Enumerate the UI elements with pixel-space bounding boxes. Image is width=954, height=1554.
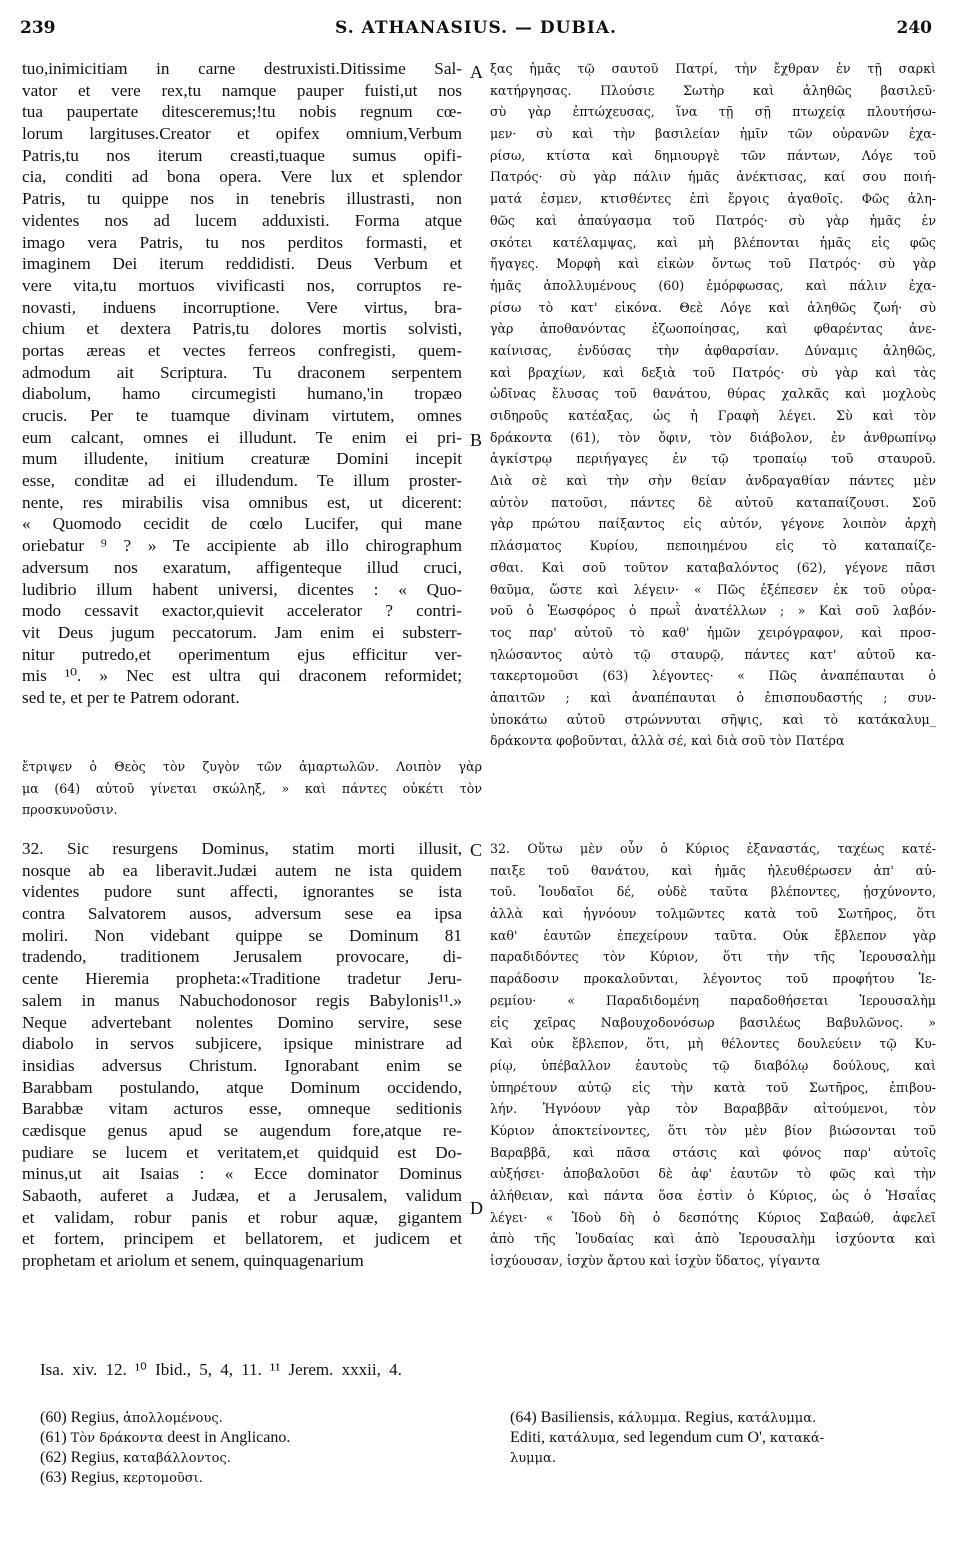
greek-text-line: τος παρ' αὐτοῦ τὸ καθ' ἡμῶν χειρόγραφον, καὶ προσ- (490, 624, 936, 640)
margin-marker-a: A (470, 62, 483, 82)
latin-text-line: adversum nos exaratum, affigenteque illud cruci, (22, 557, 462, 577)
latin-column-upper (22, 58, 462, 709)
greek-text-line: ἤγαγες. Μορφὴ καὶ εἰκὼν ὄντως τοῦ Πατρός· σὺ γὰρ (490, 256, 936, 272)
greek-text-line: λήν. Ἠγνόουν γὰρ τὸν Βαραββᾶν αἰτούμενοι, τὸν (490, 1101, 936, 1117)
greek-text-line: θαῦμα, ὥστε καὶ λέγειν· « Πῶς ἐξέπεσεν ἐκ τοῦ οὐρα- (490, 581, 936, 597)
latin-text-line: chium et dextera Patris,tu dolores mortis solvisti, (22, 319, 462, 339)
latin-text-line: imago vera Patris, tu nos perditos formasti, et (22, 232, 462, 252)
greek-text-line: παράδοσιν προκαλοῦνται, λέγοντος τοῦ προφήτου Ἱε- (490, 971, 936, 987)
latin-text-line: cia, conditi ad bona opera. Vere lux et splendor (22, 167, 462, 187)
margin-marker-b: B (470, 430, 483, 450)
latin-text-line: Patris,tu nos iterum creasti,tuaque sumus opifi- (22, 145, 462, 165)
latin-text-line: salem in manus Nabuchodonosor regis Babylonis¹¹.» (22, 990, 462, 1010)
latin-text-line: modo cessavit exactor,quievit accelerator ? contri- (22, 601, 462, 621)
greek-text-line: ρίῳ, ὑπέβαλλον ἑαυτοὺς τῷ διαβόλῳ δούλους, καὶ (490, 1057, 936, 1073)
greek-text-line: πλάσματος Κυρίου, πεποιημένου εἰς τὸ καταπαίζε- (490, 538, 936, 554)
latin-text-line: mum illudente, initium creaturæ Domini incepit (22, 449, 462, 469)
footnote-greek: λυμμα. (510, 1451, 556, 1466)
latin-text-line: prophetam et ariolum et senem, quinquagenarium (22, 1251, 364, 1271)
latin-text-line: Sabaoth, auferet a Judæa, et a Jerusalem, validum (22, 1186, 462, 1205)
greek-text-line: σιδηροῦς κατέαξας, ὡς ἡ Γραφὴ λέγει. Σὺ καὶ τὸν (490, 408, 936, 423)
latin-text-line: mis ¹⁰. » Nec est ultra qui draconem reformidet; (22, 666, 462, 686)
latin-text-line: videntes nos ad lucem adduxisti. Forma atque (22, 210, 462, 230)
greek-text-line: δράκοντα (61), τὸν ὄφιν, τὸν διάβολον, ἐν ἀνθρωπίνῳ (490, 429, 936, 445)
greek-text-line: δράκοντα φοβοῦνται, ἀλλὰ σέ, καὶ διὰ σοῦ τὸν Πατέρα (490, 733, 845, 749)
latin-text-line: tradendo, traditionem Jerusalem provocare, di- (22, 947, 462, 967)
footnote-greek: καταβάλλοντος. (123, 1451, 231, 1466)
greek-text-line: ὑπηρέτουν αὐτῷ εἰς τὴν κατὰ τοῦ Σωτῆρος, ἐπιβου- (490, 1079, 936, 1095)
greek-text-line: νοῦ ὁ Ἑωσφόρος ὁ πρωῒ ἀνατέλλων ; » Καὶ σοῦ λαβόν- (490, 603, 936, 619)
greek-text-line: ὑποκάτω αὐτοῦ στρώννυται σῆψις, καὶ τὸ κατάκαλυμ_ (490, 711, 936, 727)
footnote-greek: κερτομοῦσι. (123, 1471, 203, 1486)
greek-text-line: Πατρός· σὺ γὰρ πάλιν ἡμᾶς ἀνέκτισας, καί σου ποιή- (490, 169, 936, 185)
scripture-references: Isa. xiv. 12. ¹⁰ Ibid., 5, 4, 11. ¹¹ Jerem. xxxii, 4. (40, 1360, 402, 1379)
latin-column-section-32 (22, 838, 462, 1272)
latin-text-line: nente, res mirabilis visa omnibus est, ut dicerent: (22, 492, 462, 512)
greek-text-line: καὶ βραχίων, καὶ δεξιὰ τοῦ Πατρός· σὺ γὰρ καὶ τὰς (490, 364, 936, 380)
latin-text-line: ludibrio illum habent universi, dicentes : « Quo- (22, 579, 462, 599)
greek-text-line: Βαραββᾶ, καὶ πᾶσα στάσις καὶ φόνος παρ' αὐτοῖς (490, 1144, 936, 1160)
greek-text-line: ἀπὸ τῆς Ἰουδαίας καὶ ἀπὸ Ἱερουσαλὴμ ἰσχύοντα καὶ (490, 1231, 936, 1247)
latin-text-line: pudiare se lucem et veritatem,et quidquid est Do- (22, 1142, 462, 1162)
greek-text-line: παραδιδόντες τὸν Κύριον, ὅτι τὴν τῆς Ἱερουσαλὴμ (490, 949, 936, 965)
greek-text-line: αὐξήσει· ἀποβαλοῦσι δὲ ἀφ' ἑαυτῶν τὸ φῶς καὶ τὴν (490, 1166, 936, 1182)
latin-text-line: lorum largituses.Creator et opifex omnium,Verbum (22, 124, 462, 144)
greek-text-line: αὐτὸν πατοῦσι, πάντες δὲ αὐτοῦ καταπαίζουσι. Σοῦ (490, 494, 936, 510)
greek-text-line: σθαι. Καὶ σοῦ τοῦτον καταβαλόντος (62), γέγονε πᾶσι (490, 559, 936, 575)
greek-text-line: μεν· σὺ καὶ τὴν βασιλείαν ἡμῖν τῶν οὐρανῶν ἐχα- (490, 126, 936, 142)
greek-column-section-32 (490, 838, 936, 1272)
footnote-text: Editi, (510, 1429, 550, 1446)
greek-text-line: ματά ἐσμεν, κτισθέντες ἐπὶ ἔργοις ἀγαθοῖς. Φῶς ἀλη- (490, 191, 936, 207)
greek-text-line: ἀλήθειαν, καὶ πάντα ὅσα ἐστὶν ὁ Κύριος, ὡς ὁ Ἡσαΐας (490, 1188, 936, 1203)
footnote-text: deest in Anglicano. (163, 1429, 291, 1446)
footnote (40, 1468, 470, 1488)
running-title: S. ATHANASIUS. — DUBIA. (335, 18, 617, 38)
latin-text-line: sed te, et per te Patrem odorant. (22, 687, 240, 707)
footnote-text: sed legendum cum O', (619, 1429, 770, 1446)
footnote (510, 1448, 935, 1468)
latin-text-line: esse, conditæ ad ei illudendum. Te illum proster- (22, 471, 462, 491)
latin-text-line: « Quomodo cecidit de cœlo Lucifer, qui mane (22, 514, 462, 534)
page-header (20, 18, 932, 44)
footnote-greek: ἀπολλομένους. (123, 1411, 223, 1426)
greek-text-line: 32. Οὕτω μὲν οὖν ὁ Κύριος ἐξαναστάς, ταχέως κατέ- (490, 841, 936, 856)
greek-text-line: ξας ἡμᾶς τῷ σαυτοῦ Πατρί, τὴν ἔχθραν ἐν τῇ σαρκὶ (490, 61, 936, 76)
greek-continuation-line: προσκυνοῦσιν. (22, 802, 118, 818)
greek-text-line: Διὰ σὲ καὶ τὴν σὴν θείαν ἀνδραγαθίαν πάντες μὲν (490, 473, 936, 489)
page-number-left: 239 (20, 18, 56, 38)
footnotes-right (510, 1408, 935, 1468)
greek-text-line: καίνισας, ἐνδύσας τὴν ἀφθαρσίαν. Δύναμις ἀληθῶς, (490, 342, 936, 358)
latin-text-line: minus,ut ait Isaias : « Ecce dominator Dominus (22, 1164, 462, 1184)
greek-text-line: γὰρ πρώτου παίξαντος εἰς αὐτόν, γέγονε λοιπὸν ἀρχὴ (490, 516, 936, 532)
greek-text-line: γὰρ ἀποθανόντας ἐζωοποίησας, καὶ φθαρέντας ἀνε- (490, 321, 936, 337)
latin-text-line: et validam, robur panis et robur aquæ, gigantem (22, 1207, 462, 1227)
latin-text-line: novasti, induens incorruptione. Vere virtus, bra- (22, 297, 462, 317)
footnote-text: Regius, (680, 1409, 738, 1426)
latin-text-line: nosque ab ea liberavit.Judæi autem ne ista quidem (22, 860, 462, 880)
latin-text-line: tua paupertate ditesceremus;!tu nobis regnum cœ- (22, 102, 462, 122)
footnote-greek: κάλυμμα. (618, 1411, 681, 1426)
footnote (510, 1408, 935, 1428)
latin-text-line: vator et vere rex,tu namque pauper fuisti,ut nos (22, 80, 462, 100)
latin-text-line: tuo,inimicitiam in carne destruxisti.Ditissime Sal- (22, 59, 462, 78)
latin-text-line: nitur putredo,et operimentum ejus efficitur ver- (22, 644, 462, 664)
greek-text-line: ρίσω, κτίστα καὶ δημιουργὲ τῶν πάντων, Λόγε τοῦ (490, 147, 936, 163)
greek-text-line: ἀπαιτῶν ; καὶ ἀναπέπαυται ὁ ἐπισπουδαστής ; συν- (490, 689, 936, 705)
greek-text-line: λέγει· « Ἰδοὺ δὴ ὁ δεσπότης Κύριος Σαβαώθ, ἀφελεῖ (490, 1209, 936, 1225)
latin-text-line: cente Hieremia propheta:«Traditione tradetur Jeru- (22, 969, 462, 989)
footnote-label: (62) Regius, (40, 1449, 124, 1466)
latin-text-line: eum calcant, omnes ei illudunt. Te enim ei pri- (22, 427, 462, 447)
greek-text-line: ἰσχύουσαν, ἰσχὺν ἄρτου καὶ ἰσχὺν ὕδατος, γίγαντα (490, 1253, 821, 1269)
latin-text-line: admodum ait Scriptura. Tu draconem serpentem (22, 362, 462, 382)
greek-text-line: κατήργησας. Πλούσιε Σωτὴρ καὶ ἀληθῶς βασιλεῦ· (490, 82, 936, 98)
footnote (40, 1408, 470, 1428)
footnote-label: (60) Regius, (40, 1409, 124, 1426)
greek-column-upper (490, 58, 936, 752)
greek-text-line: παιξε τοῦ θανάτου, καὶ ἡμᾶς ἠλευθέρωσεν ἀπ' αὐ- (490, 862, 936, 878)
greek-text-line: Κύριον ἀποκτείνοντες, ὅτι τὸν μὲν βίον βιώσονται τοῦ (490, 1122, 936, 1138)
greek-text-line: σὺ γὰρ ἐπτώχευσας, ἵνα τῇ σῇ πτωχείᾳ πλουτήσω- (490, 104, 936, 120)
footnote-greek: κατάλυμα, (549, 1431, 620, 1446)
latin-text-line: insidias adversus Christum. Ignorabant enim se (22, 1055, 462, 1075)
latin-text-line: et fortem, principem et bellatorem, et judicem et (22, 1229, 462, 1249)
greek-text-line: εἰς χεῖρας Ναβουχοδονόσωρ βασιλέως Βαβυλῶνος. » (490, 1014, 936, 1030)
footnote-greek: κατάλυμμα. (737, 1411, 817, 1426)
footnote (40, 1448, 470, 1468)
latin-text-line: crucis. Per te tuamque divinam virtutem, omnes (22, 406, 462, 425)
footnote-label: (63) Regius, (40, 1469, 124, 1486)
latin-text-line: portas æreas et vectes ferreos confregisti, quem- (22, 340, 462, 360)
latin-text-line: Barabbæ vitam acturos esse, omneque seditionis (22, 1099, 462, 1119)
greek-text-line: καθ' ἑαυτῶν ἐπεχείρουν ταῦτα. Οὐκ ἔβλεπον γὰρ (490, 927, 936, 943)
greek-text-line: τοῦ. Ἰουδαῖοι δέ, οὐδὲ ταῦτα βλέποντες, ᾐσχύνοντο, (490, 884, 936, 900)
latin-text-line: cædisque genus apud se augendum fore,atque re- (22, 1120, 462, 1140)
greek-text-line: τακερτομοῦσι (63) λέγοντες· « Πῶς ἀναπέπαυται ὁ (490, 668, 936, 684)
greek-text-line: ρεμίου· « Παραδιδομένη παραδοθήσεται Ἱερουσαλὴμ (490, 992, 936, 1008)
greek-text-line: ρίσω τὸ κατ' εἰκόνα. Θεὲ Λόγε καὶ ἀληθῶς ζωή· σὺ (490, 299, 936, 315)
greek-continuation (22, 756, 482, 821)
footnotes-left (40, 1408, 470, 1488)
greek-text-line: ὠδῖνας ἔλυσας τοῦ θανάτου, θύρας χαλκᾶς καὶ μοχλοὺς (490, 386, 936, 402)
greek-continuation-line: μα (64) αὐτοῦ γίνεται σκώληξ, » καὶ πάντες οὐκέτι τὸν (22, 780, 482, 796)
greek-text-line: ηλώσαντος αὐτὸ τῷ σταυρῷ, πάντες κατ' αὐτοῦ κα- (490, 646, 936, 662)
footnote-label: (61) (40, 1429, 71, 1446)
footnote-greek: κατακά- (769, 1431, 825, 1446)
footnote (40, 1428, 470, 1448)
footnote-text: (64) Basiliensis, (510, 1409, 618, 1426)
latin-text-line: moliri. Non videbant quippe se Dominum 81 (22, 925, 462, 945)
latin-text-line: diabolo in servos subjicere, ipsique ministrare ad (22, 1034, 462, 1054)
greek-text-line: ἀλλὰ καὶ ἠγνόουν τολμῶντες κατὰ τοῦ Σωτῆρος, ὅτι (490, 906, 936, 922)
footnote (510, 1428, 935, 1448)
page-number-right: 240 (896, 18, 932, 38)
footnote-greek: Τὸν δράκοντα (70, 1431, 164, 1446)
greek-continuation-line: ἔτριψεν ὁ Θεὸς τὸν ζυγὸν τῶν ἁμαρτωλῶν. Λοιπὸν γὰρ (22, 759, 482, 774)
latin-text-line: contra Salvatorem ausos, adversum sese ea ipsa (22, 904, 462, 924)
greek-text-line: ἡμᾶς ἀπολλυμένους (60) ἐμόρφωσας, καὶ πάλιν ἐχα- (490, 277, 936, 293)
latin-text-line: Neque advertebant nolentes Domino servire, sese (22, 1012, 462, 1032)
latin-text-line: 32. Sic resurgens Dominus, statim morti illusit, (22, 839, 462, 858)
latin-text-line: Barabbam postulando, atque Dominum occidendo, (22, 1077, 462, 1097)
greek-text-line: ἀγκίστρῳ περιήγαγες ἐν τῷ τροπαίῳ τοῦ σταυροῦ. (490, 451, 936, 467)
latin-text-line: vit Deus jugum peccatorum. Jam enim ei substerr- (22, 622, 462, 642)
greek-text-line: σκότει κατέλαμψας, καὶ μὴ βλέπονται ἡμᾶς εἰς φῶς (490, 234, 936, 250)
margin-marker-d: D (470, 1198, 483, 1218)
latin-text-line: Patris, tu quippe nos in tenebris illustrasti, non (22, 189, 462, 209)
latin-text-line: diabolum, hamo circumegisti humano,'in tropæo (22, 384, 462, 404)
latin-text-line: videntes pudore sunt affecti, ignorantes se ista (22, 882, 462, 902)
latin-text-line: vere vita,tu mortuos vivificasti nos, corruptos re- (22, 275, 462, 295)
greek-text-line: θῶς καὶ ἀπαύγασμα τοῦ Πατρός· σὺ γὰρ ἡμᾶς ἐν (490, 212, 936, 228)
latin-text-line: imaginem Dei iterum reddidisti. Deus Verbum et (22, 254, 462, 274)
greek-text-line: Καὶ οὐκ ἔβλεπον, ὅτι, μὴ θέλοντες δουλεύειν τῷ Κυ- (490, 1036, 936, 1052)
latin-text-line: oriebatur ⁹ ? » Te accipiente ab illo chirographum (22, 536, 462, 556)
margin-marker-c: C (470, 840, 483, 860)
